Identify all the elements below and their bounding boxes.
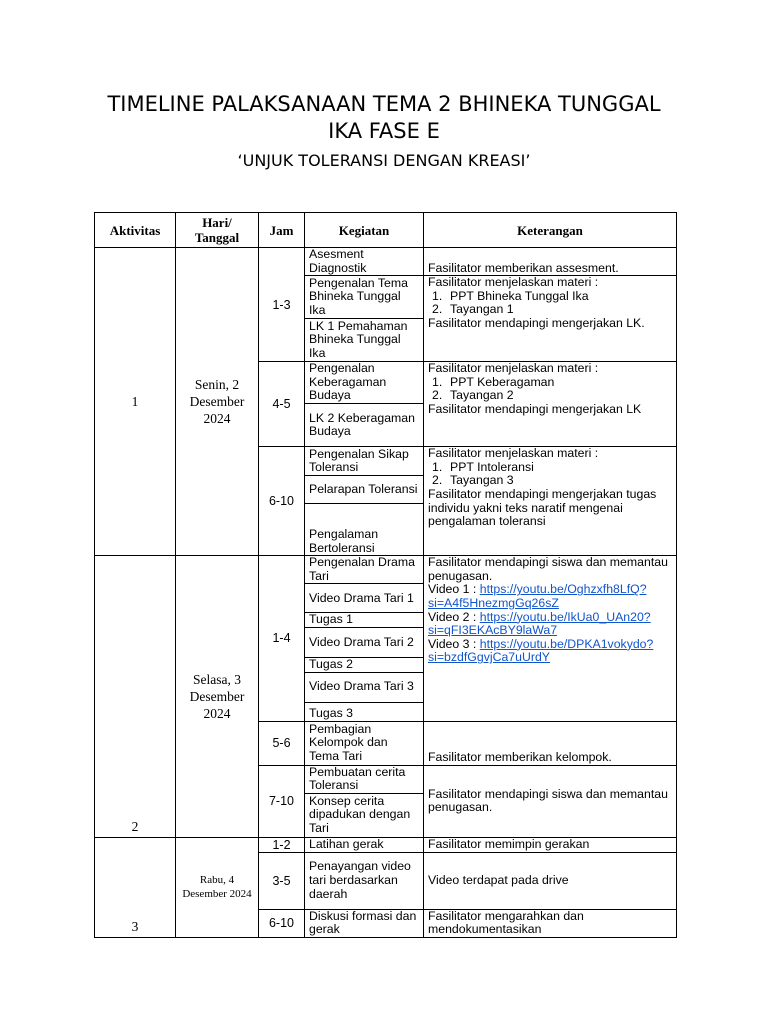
keterangan-cell: Fasilitator memimpin gerakan: [424, 837, 677, 852]
jam-cell: 1-3: [259, 248, 305, 362]
kegiatan-cell: Asesment Diagnostik: [305, 248, 424, 276]
table-row: [95, 556, 677, 584]
list-item: [428, 376, 672, 390]
keterangan-cell: [424, 447, 677, 556]
kegiatan-cell: Pelarapan Toleransi: [305, 476, 424, 504]
header-jam: Jam: [259, 213, 305, 248]
keterangan-outro: Fasilitator mendapingi mengerjakan tugas individu yakni teks naratif mengenai pengalaman toleransi: [428, 486, 657, 529]
keterangan-cell: Fasilitator mengarahkan dan mendokumentasikan: [424, 909, 677, 937]
keterangan-cell: [424, 362, 677, 447]
video-entry: [428, 638, 672, 665]
list-item: [428, 303, 672, 317]
title-line-1: TIMELINE PALAKSANAAN TEMA 2 BHINEKA TUNGGAL: [107, 92, 661, 116]
header-aktivitas: Aktivitas: [95, 213, 176, 248]
header-kegiatan: Kegiatan: [305, 213, 424, 248]
kegiatan-cell: LK 2 Keberagaman Budaya: [305, 404, 424, 447]
keterangan-cell: [424, 276, 677, 362]
video-entry: [428, 611, 672, 638]
jam-cell: 3-5: [259, 852, 305, 909]
list-number: 1.: [432, 374, 443, 389]
list-number: 2.: [432, 473, 443, 488]
title-line-2: IKA FASE E: [328, 119, 440, 143]
video-label: Video 3 :: [428, 636, 480, 651]
kegiatan-cell: Latihan gerak: [305, 837, 424, 852]
video-link[interactable]: https://youtu.be/DPKA1vokydo?si=bzdfGgvjCa7uUrdY: [428, 636, 654, 665]
list-text: Tayangan 2: [450, 388, 514, 403]
hari-tanggal: Rabu, 4 Desember 2024: [176, 837, 259, 937]
document-title: [0, 91, 768, 145]
jam-cell: 1-4: [259, 556, 305, 721]
kegiatan-cell: Tugas 2: [305, 657, 424, 672]
aktivitas-number: 1: [95, 248, 176, 556]
kegiatan-cell: Konsep cerita dipadukan dengan Tari: [305, 793, 424, 837]
aktivitas-number: 2: [95, 556, 176, 838]
hari-tanggal: Selasa, 3 Desember 2024: [176, 556, 259, 838]
table-header-row: [95, 213, 677, 248]
jam-cell: 4-5: [259, 362, 305, 447]
kegiatan-cell: Pengenalan Tema Bhineka Tunggal Ika: [305, 276, 424, 319]
jam-cell: 5-6: [259, 721, 305, 765]
document-subtitle: ‘UNJUK TOLERANSI DENGAN KREASI’: [237, 151, 531, 170]
keterangan-cell: [424, 556, 677, 721]
kegiatan-cell: Pengenalan Sikap Toleransi: [305, 447, 424, 476]
kegiatan-cell: Video Drama Tari 3: [305, 672, 424, 702]
list-text: PPT Keberagaman: [450, 374, 555, 389]
list-number: 1.: [432, 459, 443, 474]
kegiatan-cell: Pengenalan Drama Tari: [305, 556, 424, 584]
keterangan-cell: Fasilitator mendapingi siswa dan memantau penugasan.: [424, 765, 677, 837]
kegiatan-cell: LK 1 Pemahaman Bhineka Tunggal Ika: [305, 319, 424, 362]
list-item: [428, 389, 672, 403]
list-number: 1.: [432, 288, 443, 303]
list-text: PPT Intoleransi: [450, 459, 534, 474]
timeline-table: [94, 212, 677, 938]
list-item: [428, 474, 672, 488]
kegiatan-cell: Pembagian Kelompok dan Tema Tari: [305, 721, 424, 765]
keterangan-outro: Fasilitator mendapingi mengerjakan LK: [428, 401, 642, 416]
jam-cell: 1-2: [259, 837, 305, 852]
kegiatan-cell: Pengenalan Keberagaman Budaya: [305, 362, 424, 404]
keterangan-intro: Fasilitator menjelaskan materi :: [428, 446, 599, 461]
kegiatan-cell: Video Drama Tari 1: [305, 584, 424, 613]
video-link[interactable]: https://youtu.be/Oghzxfh8LfQ?si=A4f5HnezmgGq26sZ: [428, 582, 647, 610]
jam-cell: 6-10: [259, 447, 305, 556]
header-tanggal-line: Tanggal: [194, 230, 240, 245]
hari-tanggal: Senin, 2 Desember 2024: [176, 248, 259, 556]
jam-cell: 6-10: [259, 909, 305, 937]
kegiatan-cell: Tugas 3: [305, 702, 424, 721]
video-label: Video 1 :: [428, 582, 480, 597]
aktivitas-number: 3: [95, 837, 176, 937]
header-keterangan: Keterangan: [424, 213, 677, 248]
kegiatan-cell: Penayangan video tari berdasarkan daerah: [305, 852, 424, 909]
keterangan-cell: Fasilitator memberikan assesment.: [424, 248, 677, 276]
header-hari-line: Hari/: [202, 215, 232, 230]
video-entry: [428, 583, 672, 610]
table-row: [95, 837, 677, 852]
list-text: Tayangan 1: [450, 302, 514, 317]
video-label: Video 2 :: [428, 609, 480, 624]
list-item: [428, 290, 672, 304]
keterangan-intro: Fasilitator menjelaskan materi :: [428, 361, 599, 376]
kegiatan-cell: Pengalaman Bertoleransi: [305, 504, 424, 556]
keterangan-cell: Video terdapat pada drive: [424, 852, 677, 909]
video-link[interactable]: https://youtu.be/IkUa0_UAn20?si=qFI3EKAcBY9laWa7: [428, 609, 651, 638]
header-hari-tanggal: [176, 213, 259, 248]
keterangan-cell: Fasilitator memberikan kelompok.: [424, 721, 677, 765]
kegiatan-cell: Tugas 1: [305, 613, 424, 628]
list-text: Tayangan 3: [450, 473, 514, 488]
keterangan-intro: Fasilitator mendapingi siswa dan memantau penugasan.: [428, 555, 668, 583]
kegiatan-cell: Video Drama Tari 2: [305, 627, 424, 657]
keterangan-intro: Fasilitator menjelaskan materi :: [428, 275, 599, 290]
list-number: 2.: [432, 388, 443, 403]
keterangan-outro: Fasilitator mendapingi mengerjakan LK.: [428, 315, 645, 330]
kegiatan-cell: Diskusi formasi dan gerak: [305, 909, 424, 937]
table-row: [95, 248, 677, 276]
list-text: PPT Bhineka Tunggal Ika: [450, 288, 589, 303]
list-item: [428, 461, 672, 475]
jam-cell: 7-10: [259, 765, 305, 837]
list-number: 2.: [432, 302, 443, 317]
kegiatan-cell: Pembuatan cerita Toleransi: [305, 765, 424, 793]
